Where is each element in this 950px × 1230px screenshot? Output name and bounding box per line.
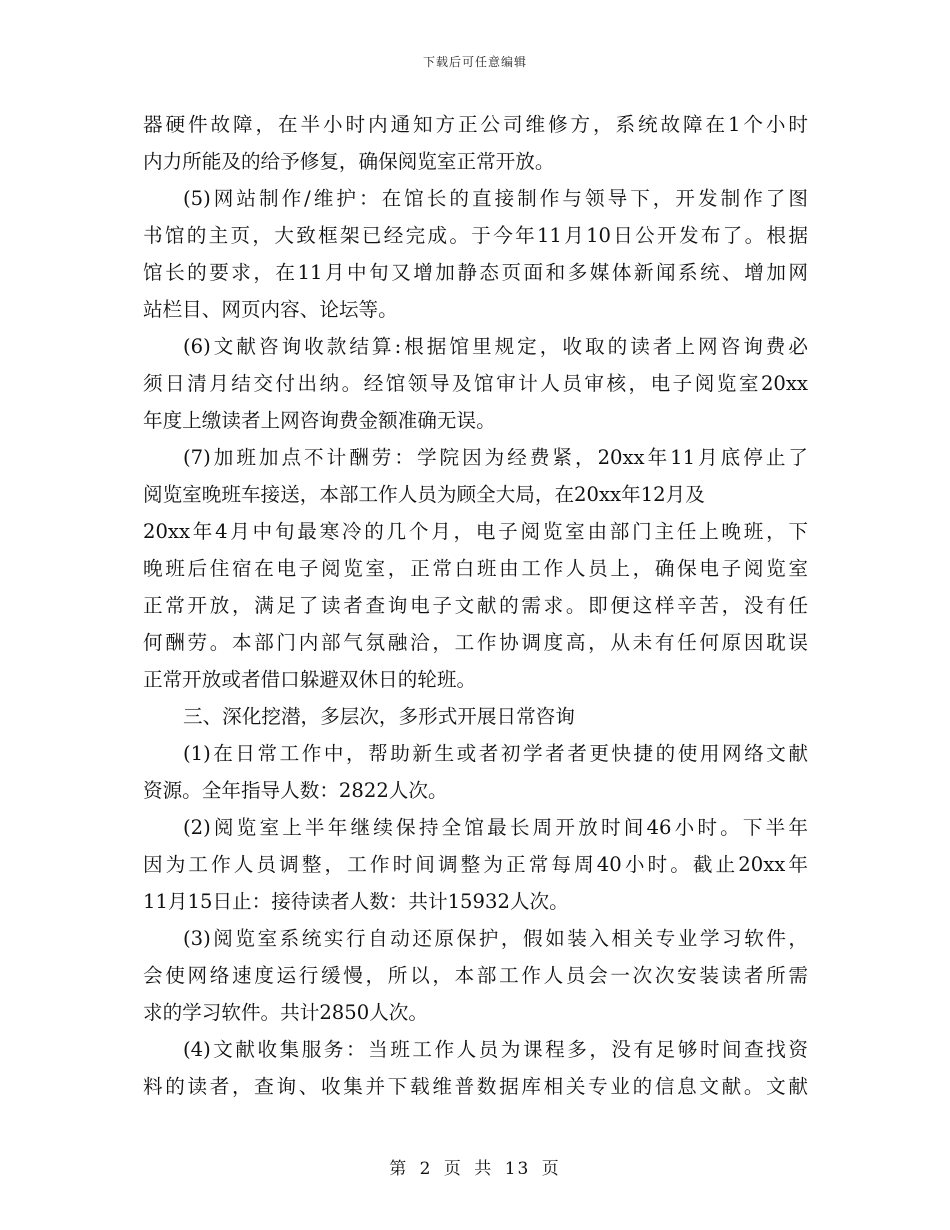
text-line: 阅览室晚班车接送，本部工作人员为顾全大局，在20xx年12月及 xyxy=(143,483,705,506)
paragraph-start-line: (4)文献收集服务：当班工作人员为课程多，没有足够时间查找资 xyxy=(183,1038,808,1061)
page-number-footer: 第 2 页 共 13 页 xyxy=(389,1159,561,1179)
text-line: 器硬件故障，在半小时内通知方正公司维修方，系统故障在1个小时 xyxy=(143,113,808,136)
text-line: 正常开放或者借口躲避双休日的轮班。 xyxy=(143,668,477,691)
text-line: 求的学习软件。共计2850人次。 xyxy=(143,1001,428,1024)
text-line: 会使网络速度运行缓慢，所以，本部工作人员会一次次安装读者所需 xyxy=(143,964,808,987)
paragraph-start-line: (2)阅览室上半年继续保持全馆最长周开放时间46小时。下半年 xyxy=(183,816,808,839)
paragraph-start-line: (7)加班加点不计酬劳：学院因为经费紧，20xx年11月底停止了 xyxy=(183,446,808,469)
page-header: 下载后可任意编辑 xyxy=(422,55,527,69)
text-line: 资源。全年指导人数：2822人次。 xyxy=(143,779,448,802)
text-line: 正常开放，满足了读者查询电子文献的需求。即便这样辛苦，没有任 xyxy=(143,594,808,617)
text-line: 书馆的主页，大致框架已经完成。于今年11月10日公开发布了。根据 xyxy=(143,224,808,247)
text-line: 20xx年4月中旬最寒冷的几个月，电子阅览室由部门主任上晚班，下 xyxy=(143,520,808,543)
document-body xyxy=(143,106,808,1105)
text-line: 因为工作人员调整，工作时间调整为正常每周40小时。截止20xx年 xyxy=(143,853,808,876)
text-line: 站栏目、网页内容、论坛等。 xyxy=(143,298,398,321)
text-line: 何酬劳。本部门内部气氛融洽，工作协调度高，从未有任何原因耽误 xyxy=(143,631,808,654)
text-line: 须日清月结交付出纳。经馆领导及馆审计人员审核，电子阅览室20xx xyxy=(143,372,808,395)
text-line: 料的读者，查询、收集并下载维普数据库相关专业的信息文献。文献 xyxy=(143,1075,808,1098)
paragraph-start-line: (5)网站制作/维护：在馆长的直接制作与领导下，开发制作了图 xyxy=(183,187,808,210)
text-line: 晚班后住宿在电子阅览室，正常白班由工作人员上，确保电子阅览室 xyxy=(143,557,808,580)
text-line: 年度上缴读者上网咨询费金额准确无误。 xyxy=(143,409,496,432)
paragraph-start-line: (1)在日常工作中，帮助新生或者初学者者更快捷的使用网络文献 xyxy=(183,742,808,765)
text-line: 11月15日止：接待读者人数：共计15932人次。 xyxy=(143,890,569,913)
section-heading: 三、深化挖潜，多层次，多形式开展日常咨询 xyxy=(183,705,575,728)
paragraph-start-line: (3)阅览室系统实行自动还原保护，假如装入相关专业学习软件， xyxy=(183,927,808,950)
text-line: 内力所能及的给予修复，确保阅览室正常开放。 xyxy=(143,150,555,173)
text-line: 馆长的要求，在11月中旬又增加静态页面和多媒体新闻系统、增加网 xyxy=(143,261,808,284)
paragraph-start-line: (6)文献咨询收款结算:根据馆里规定，收取的读者上网咨询费必 xyxy=(183,335,808,358)
